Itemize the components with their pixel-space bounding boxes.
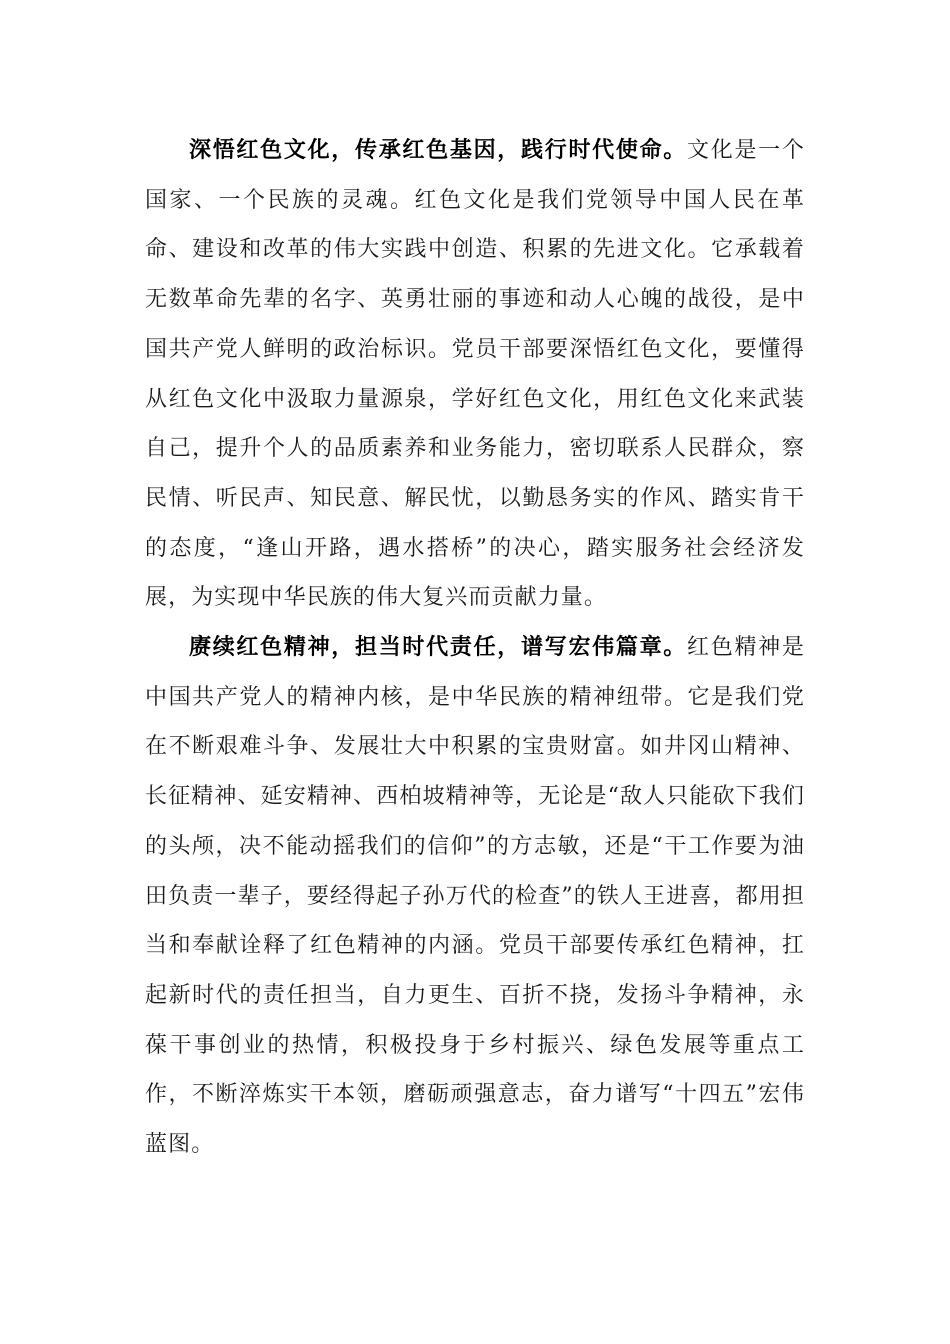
paragraph-red-culture bbox=[145, 126, 805, 623]
paragraph-lead-heading: 深悟红色文化，传承红色基因，践行时代使命。 bbox=[189, 138, 688, 163]
paragraph-text: 红色精神是中国共产党人的精神内核，是中华民族的精神纽带。它是我们党在不断艰难斗争、发展壮大中积累的宝贵财富。如井冈山精神、长征精神、延安精神、西柏坡精神等，无论是“敌人只能砍下我们的头颅，决不能动摇我们的信仰”的方志敏，还是“干工作要为油田负责一辈子，要经得起子孙万代的检查”的铁人王进喜，都用担当和奉献诠释了红色精神的内涵。党员干部要传承红色精神，扛起新时代的责任担当，自力更生、百折不挠，发扬斗争精神，永葆干事创业的热情，积极投身于乡村振兴、绿色发展等重点工作，不断淬炼实干本领，磨砺顽强意志，奋力谱写“十四五”宏伟蓝图。 bbox=[145, 635, 805, 1158]
paragraph-lead-heading: 赓续红色精神，担当时代责任，谱写宏伟篇章。 bbox=[189, 635, 688, 661]
paragraph-red-spirit bbox=[145, 623, 805, 1170]
paragraph-text: 文化是一个国家、一个民族的灵魂。红色文化是我们党领导中国人民在革命、建设和改革的伟大实践中创造、积累的先进文化。它承载着无数革命先辈的名字、英勇壮丽的事迹和动人心魄的战役，是中国共产党人鲜明的政治标识。党员干部要深悟红色文化，要懂得从红色文化中汲取力量源泉，学好红色文化，用红色文化来武装自己，提升个人的品质素养和业务能力，密切联系人民群众，察民情、听民声、知民意、解民忧，以勤恳务实的作风、踏实肯干的态度，“逢山开路，遇水搭桥”的决心，踏实服务社会经济发展，为实现中华民族的伟大复兴而贡献力量。 bbox=[145, 138, 805, 611]
document-body bbox=[145, 126, 805, 1170]
